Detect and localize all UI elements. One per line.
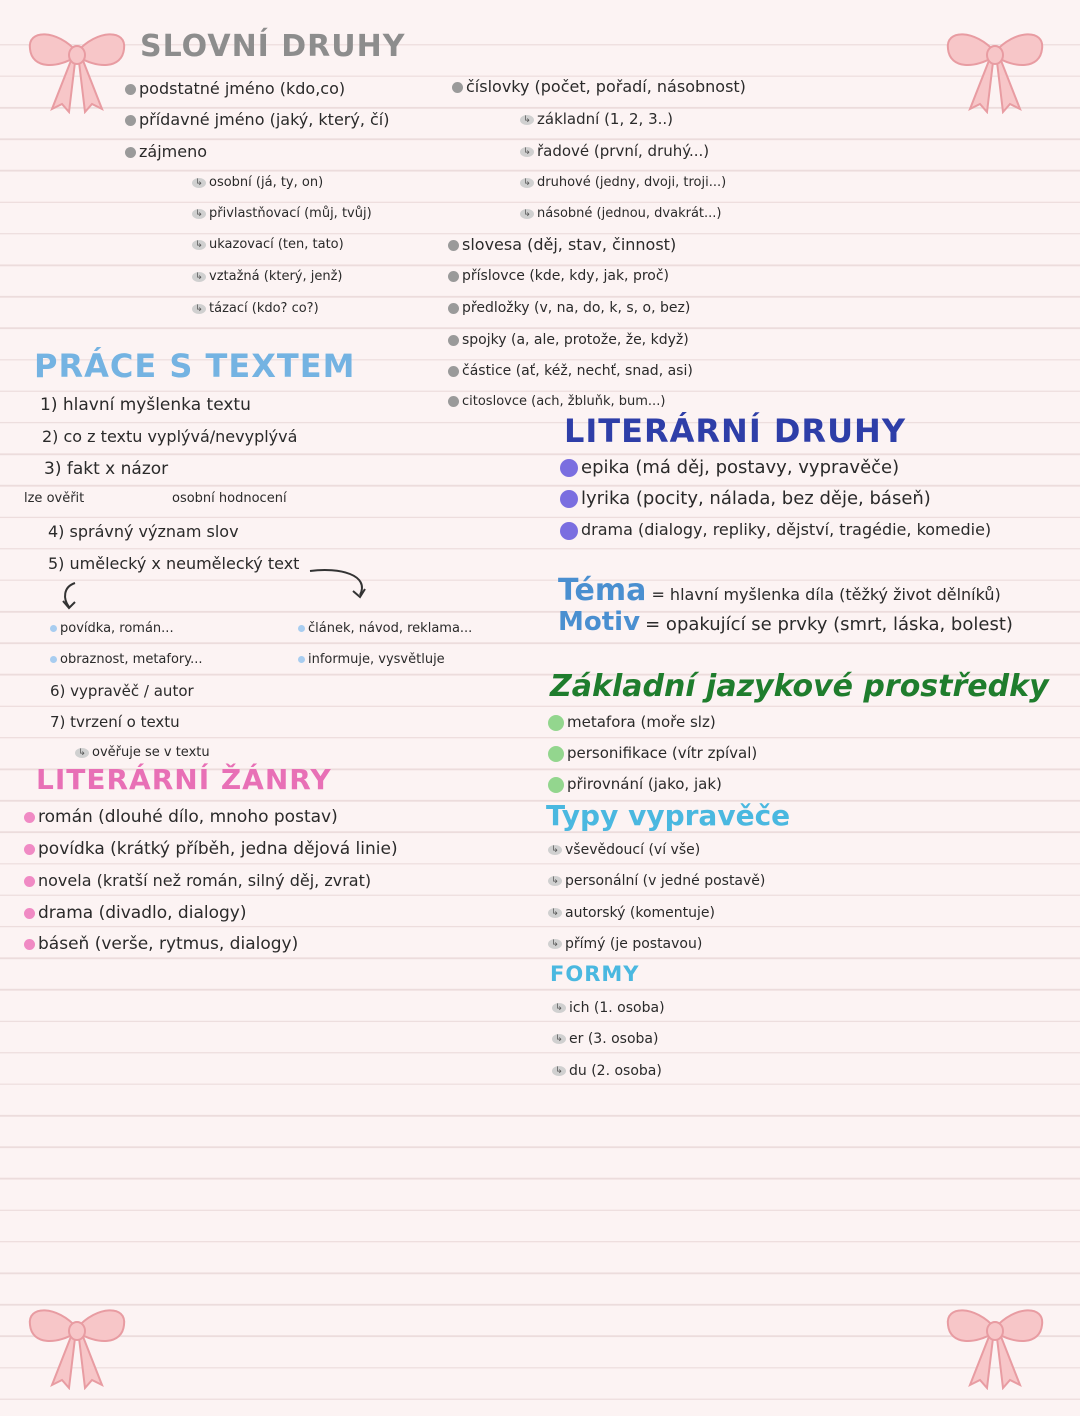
list-item: drama (dialogy, repliky, dějství, tragédie, komedie) <box>560 521 991 540</box>
motiv-label: Motiv <box>558 607 641 637</box>
list-item: ↳ druhové (jedny, dvoji, troji...) <box>520 176 726 191</box>
arrow-icon: ↳ <box>552 1066 566 1076</box>
list-item: ↳ řadové (první, druhý...) <box>520 143 709 160</box>
heading-formy: FORMY <box>550 962 640 986</box>
list-item: podstatné jméno (kdo,co) <box>125 80 345 98</box>
bullet-icon <box>24 876 35 887</box>
bullet-icon <box>24 908 35 919</box>
motiv-text: = opakující se prvky (smrt, láska, bolest) <box>645 614 1013 635</box>
list-item: ↳ vztažná (který, jenž) <box>192 270 343 285</box>
bullet-icon <box>24 939 35 950</box>
arrow-icon: ↳ <box>520 147 534 157</box>
list-item: ↳ ukazovací (ten, tato) <box>192 238 344 253</box>
heading-typy-vypravece: Typy vypravěče <box>546 799 791 832</box>
list-item: předložky (v, na, do, k, s, o, bez) <box>448 300 690 316</box>
list-item: spojky (a, ale, protože, že, když) <box>448 332 689 348</box>
bow-decoration-top-left <box>22 24 132 114</box>
tema-text: = hlavní myšlenka díla (těžký život dělníků) <box>651 585 1001 604</box>
arrow-icon: ↳ <box>520 178 534 188</box>
motiv-line <box>558 608 1013 638</box>
tema-line <box>558 574 1001 609</box>
bullet-icon <box>125 115 136 126</box>
curved-arrows <box>55 565 385 615</box>
arrow-icon: ↳ <box>192 272 206 282</box>
arrow-icon: ↳ <box>192 178 206 188</box>
note-overuje: ↳ ověřuje se v textu <box>75 746 210 761</box>
bullet-icon <box>448 396 459 407</box>
heading-jazykove-prostredky: Základní jazykové prostředky <box>550 669 1049 704</box>
list-item: ↳ personální (v jedné postavě) <box>548 873 765 889</box>
bullet-icon <box>448 366 459 377</box>
arrow-icon: ↳ <box>548 908 562 918</box>
arrow-icon: ↳ <box>520 209 534 219</box>
arrow-icon: ↳ <box>75 748 89 758</box>
arrow-bullet-icon <box>560 459 578 477</box>
list-item: citoslovce (ach, žbluňk, bum...) <box>448 395 665 410</box>
arrow-icon: ↳ <box>548 876 562 886</box>
list-item: ↳ er (3. osoba) <box>552 1031 658 1047</box>
list-item: článek, návod, reklama... <box>298 622 472 637</box>
list-item: báseň (verše, rytmus, dialogy) <box>24 935 298 955</box>
list-item: ↳ přímý (je postavou) <box>548 936 702 952</box>
note-lze-overit: lze ověřit <box>24 491 85 506</box>
bow-decoration-bottom-right <box>940 1300 1050 1390</box>
list-item: slovesa (děj, stav, činnost) <box>448 236 676 254</box>
arrow-icon: ↳ <box>548 939 562 949</box>
list-item: ↳ tázací (kdo? co?) <box>192 302 319 317</box>
list-item: 6) vypravěč / autor <box>50 682 194 700</box>
list-item: ↳ základní (1, 2, 3..) <box>520 111 673 128</box>
arrow-bullet-icon <box>548 777 564 793</box>
list-item: 4) správný význam slov <box>48 522 239 541</box>
heading-literarni-druhy: LITERÁRNÍ DRUHY <box>564 412 906 450</box>
note-osobni-hodnoceni: osobní hodnocení <box>172 491 287 506</box>
heading-literarni-zanry: LITERÁRNÍ ŽÁNRY <box>36 763 332 796</box>
list-item: obraznost, metafory... <box>50 653 203 668</box>
list-item: 1) hlavní myšlenka textu <box>40 395 251 415</box>
arrow-icon: ↳ <box>192 209 206 219</box>
list-item: ↳ ich (1. osoba) <box>552 1000 665 1016</box>
bullet-icon <box>448 240 459 251</box>
list-item: ↳ přivlastňovací (můj, tvůj) <box>192 207 372 222</box>
arrow-bullet-icon <box>560 522 578 540</box>
bullet-icon <box>24 812 35 823</box>
list-item: ↳ autorský (komentuje) <box>548 905 715 921</box>
bullet-icon <box>125 147 136 158</box>
bullet-icon <box>298 625 305 632</box>
bullet-icon <box>24 844 35 855</box>
list-item: informuje, vysvětluje <box>298 653 445 668</box>
arrow-icon: ↳ <box>552 1034 566 1044</box>
list-item: ↳ osobní (já, ty, on) <box>192 176 323 191</box>
bullet-icon <box>448 271 459 282</box>
list-item: povídka, román... <box>50 622 174 637</box>
bow-decoration-bottom-left <box>22 1300 132 1390</box>
bullet-icon <box>448 303 459 314</box>
arrow-icon: ↳ <box>552 1003 566 1013</box>
list-item: ↳ du (2. osoba) <box>552 1063 662 1079</box>
list-item: román (dlouhé dílo, mnoho postav) <box>24 808 338 828</box>
list-item: povídka (krátký příběh, jedna dějová linie) <box>24 840 398 860</box>
list-item: personifikace (vítr zpíval) <box>548 745 757 762</box>
list-item: 2) co z textu vyplývá/nevyplývá <box>42 427 298 446</box>
arrow-icon: ↳ <box>520 115 534 125</box>
arrow-bullet-icon <box>548 746 564 762</box>
arrow-icon: ↳ <box>192 240 206 250</box>
list-item: 7) tvrzení o textu <box>50 713 180 731</box>
list-item: 3) fakt x názor <box>44 459 169 479</box>
list-item: lyrika (pocity, nálada, bez děje, báseň) <box>560 489 931 510</box>
tema-label: Téma <box>558 573 647 608</box>
arrow-icon: ↳ <box>192 304 206 314</box>
bow-decoration-top-right <box>940 24 1050 114</box>
list-item: 5) umělecký x neumělecký text <box>48 554 300 573</box>
list-item: metafora (moře slz) <box>548 714 716 731</box>
bullet-icon <box>125 84 136 95</box>
list-item: novela (kratší než román, silný děj, zvrat) <box>24 872 371 890</box>
bullet-icon <box>50 625 57 632</box>
list-item: drama (divadlo, dialogy) <box>24 904 246 924</box>
list-item: přídavné jméno (jaký, který, čí) <box>125 111 389 129</box>
list-item: ↳ vševědoucí (ví vše) <box>548 842 700 858</box>
list-item: zájmeno <box>125 143 207 161</box>
list-item: přirovnání (jako, jak) <box>548 776 722 793</box>
bullet-icon <box>448 335 459 346</box>
list-item: ↳ násobné (jednou, dvakrát...) <box>520 207 722 222</box>
arrow-bullet-icon <box>548 715 564 731</box>
arrow-bullet-icon <box>560 490 578 508</box>
list-item: příslovce (kde, kdy, jak, proč) <box>448 268 669 284</box>
bullet-icon <box>298 656 305 663</box>
arrow-icon: ↳ <box>548 845 562 855</box>
bullet-icon <box>50 656 57 663</box>
heading-prace-s-textem: PRÁCE S TEXTEM <box>34 347 356 385</box>
list-item: částice (ať, kéž, nechť, snad, asi) <box>448 363 693 379</box>
list-item: číslovky (počet, pořadí, násobnost) <box>452 78 746 96</box>
bullet-icon <box>452 82 463 93</box>
heading-slovni-druhy: SLOVNÍ DRUHY <box>140 29 406 64</box>
list-item: epika (má děj, postavy, vypravěče) <box>560 458 899 479</box>
